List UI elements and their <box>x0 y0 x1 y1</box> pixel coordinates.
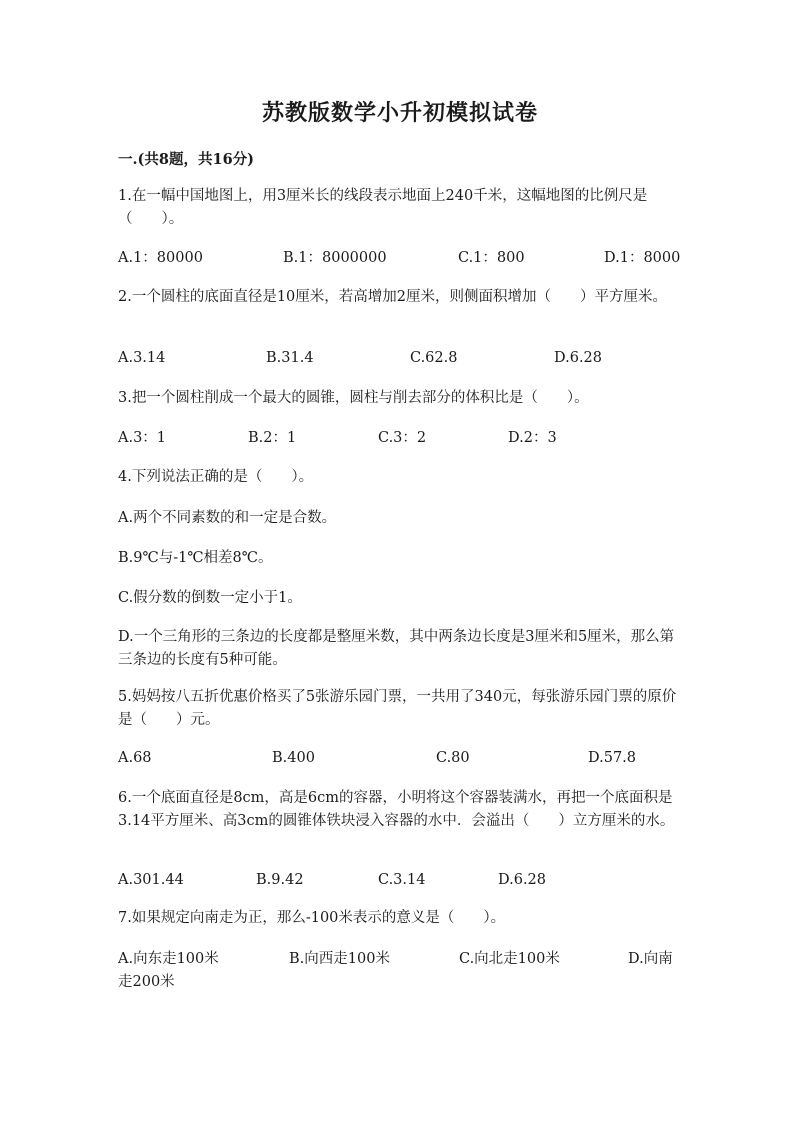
question-3-option-a: A.3：1 <box>118 430 167 446</box>
question-5-option-c: C.80 <box>436 750 470 766</box>
question-2-option-c: C.62.8 <box>410 350 458 366</box>
question-5-stem: 5.妈妈按八五折优惠价格买了5张游乐园门票，一共用了340元，每张游乐园门票的原价是（ ）元。 <box>118 689 677 728</box>
section-heading: 一.(共8题，共16分) <box>118 151 255 168</box>
question-5-option-b: B.400 <box>272 750 315 766</box>
question-7-option-c: C.向北走100米 <box>459 951 560 967</box>
question-6-option-c: C.3.14 <box>378 872 426 888</box>
question-1-option-c: C.1：800 <box>458 250 525 266</box>
question-5-option-d: D.57.8 <box>588 750 637 766</box>
question-6-stem: 6.一个底面直径是8cm，高是6cm的容器，小明将这个容器装满水，再把一个底面积是3.14平方厘米、高3cm的圆锥体铁块浸入容器的水中．会溢出（ ）立方厘米的水。 <box>118 790 675 829</box>
question-7-option-a: A.向东走100米 <box>118 951 219 967</box>
question-4-option-b: B.9℃与-1℃相差8℃。 <box>118 550 273 566</box>
question-2-option-b: B.31.4 <box>266 350 314 366</box>
question-7-option-b: B.向西走100米 <box>289 951 390 967</box>
question-4-option-d: D.一个三角形的三条边的长度都是整厘米数，其中两条边长度是3厘米和5厘米，那么第三条边的长度有5种可能。 <box>118 629 675 668</box>
question-2-option-a: A.3.14 <box>118 350 166 366</box>
question-5-option-a: A.68 <box>118 750 152 766</box>
question-1-option-a: A.1：80000 <box>118 250 203 266</box>
question-3-stem: 3.把一个圆柱削成一个最大的圆锥，圆柱与削去部分的体积比是（ ）。 <box>118 390 589 406</box>
question-3-option-c: C.3：2 <box>378 430 427 446</box>
question-4-option-a: A.两个不同素数的和一定是合数。 <box>118 510 337 526</box>
question-1-stem: 1.在一幅中国地图上，用3厘米长的线段表示地面上240千米，这幅地图的比例尺是（ ）。 <box>118 188 648 227</box>
question-4-stem: 4.下列说法正确的是（ ）。 <box>118 469 314 485</box>
question-7-option-d: D.向南走200米 <box>118 951 673 990</box>
question-1-option-d: D.1：8000 <box>604 250 681 266</box>
question-6-option-a: A.301.44 <box>118 872 184 888</box>
question-2-option-d: D.6.28 <box>554 350 603 366</box>
page-title: 苏教版数学小升初模拟试卷 <box>261 100 538 126</box>
question-6-option-d: D.6.28 <box>498 872 547 888</box>
question-2-stem: 2.一个圆柱的底面直径是10厘米，若高增加2厘米，则侧面积增加（ ）平方厘米。 <box>118 289 668 305</box>
question-7-stem: 7.如果规定向南走为正，那么-100米表示的意义是（ ）。 <box>118 910 506 926</box>
question-3-option-d: D.2：3 <box>508 430 557 446</box>
question-3-option-b: B.2：1 <box>248 430 297 446</box>
question-4-option-c: C.假分数的倒数一定小于1。 <box>118 590 302 606</box>
question-1-option-b: B.1：8000000 <box>283 250 387 266</box>
question-6-option-b: B.9.42 <box>256 872 304 888</box>
